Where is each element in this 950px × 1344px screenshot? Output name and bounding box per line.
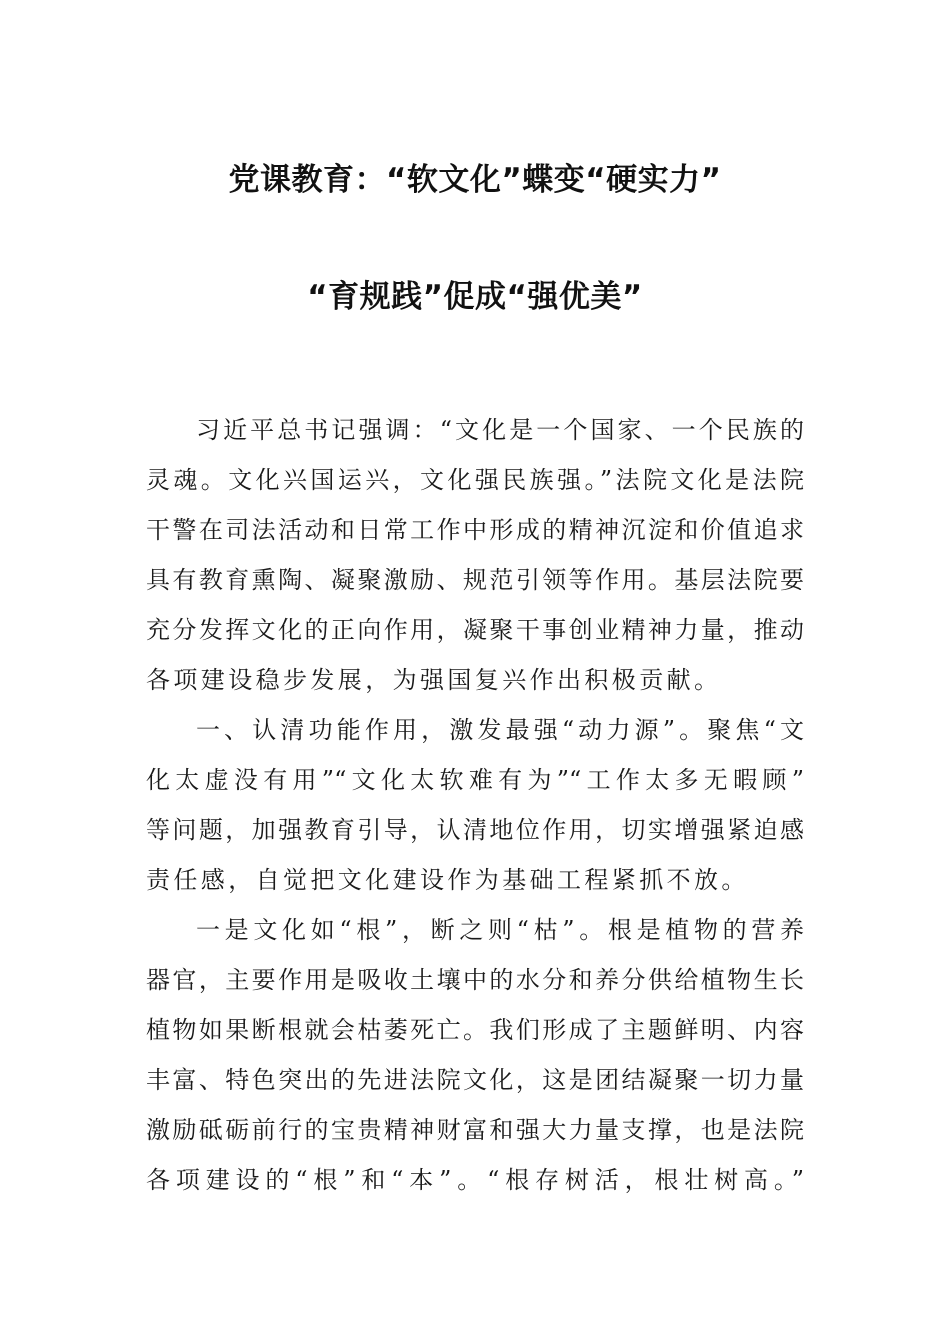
body-text-line: 各项建设的“根”和“本”。“根存树活，根壮树高。” (146, 1166, 804, 1194)
body-text-line: 责任感，自觉把文化建设作为基础工程紧抓不放。 (146, 866, 749, 894)
body-text-line: 器官，主要作用是吸收土壤中的水分和养分供给植物生长 (146, 966, 804, 994)
body-text-line: 习近平总书记强调：“文化是一个国家、一个民族的 (196, 416, 804, 444)
body-text-line: 各项建设稳步发展，为强国复兴作出积极贡献。 (146, 666, 722, 694)
body-text-line: 丰富、特色突出的先进法院文化，这是团结凝聚一切力量 (146, 1066, 804, 1094)
body-text-line: 一是文化如“根”，断之则“枯”。根是植物的营养 (196, 916, 804, 944)
document-subtitle: “育规践”促成“强优美” (307, 279, 643, 315)
body-text-line: 化太虚没有用”“文化太软难有为”“工作太多无暇顾” (146, 766, 804, 794)
document-title: 党课教育：“软文化”蝶变“硬实力” (228, 162, 722, 198)
body-text-line: 一、认清功能作用，激发最强“动力源”。聚焦“文 (196, 716, 804, 744)
body-text-line: 灵魂。文化兴国运兴，文化强民族强。”法院文化是法院 (146, 466, 804, 494)
body-text-line: 植物如果断根就会枯萎死亡。我们形成了主题鲜明、内容 (146, 1016, 804, 1044)
body-text-line: 激励砥砺前行的宝贵精神财富和强大力量支撑，也是法院 (146, 1116, 804, 1144)
body-text-line: 具有教育熏陶、凝聚激励、规范引领等作用。基层法院要 (146, 566, 804, 594)
body-text-line: 干警在司法活动和日常工作中形成的精神沉淀和价值追求 (146, 516, 804, 544)
body-text-line: 充分发挥文化的正向作用，凝聚干事创业精神力量，推动 (146, 616, 804, 644)
body-text-line: 等问题，加强教育引导，认清地位作用，切实增强紧迫感 (146, 816, 804, 844)
